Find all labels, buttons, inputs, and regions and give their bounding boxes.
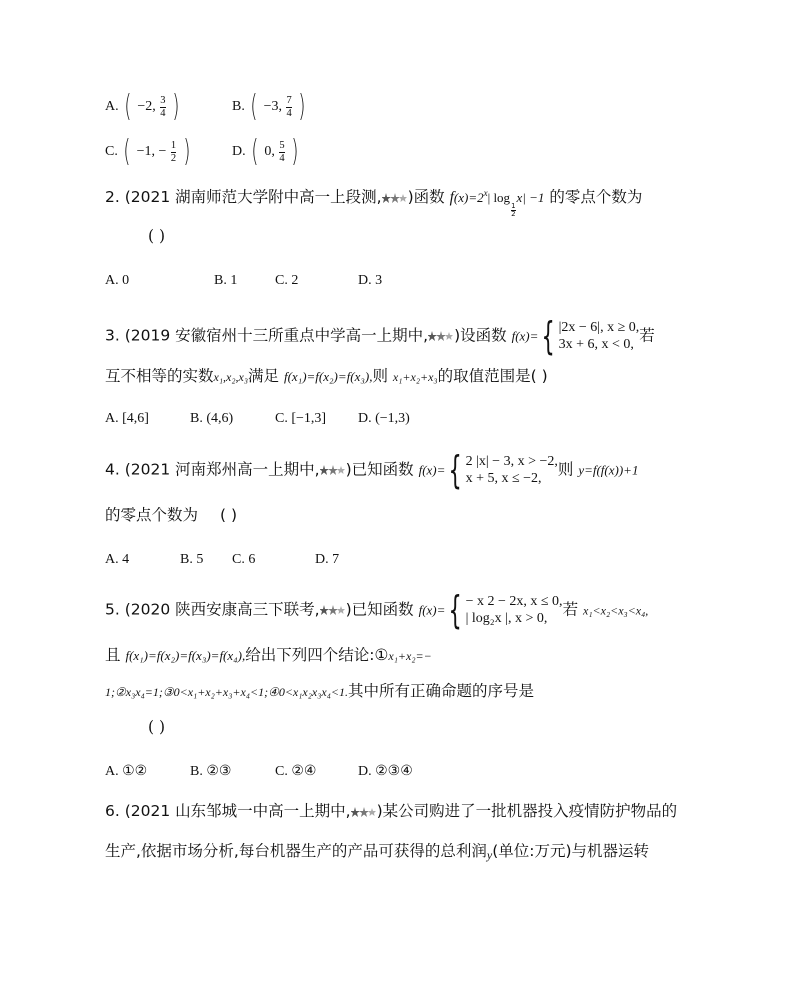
q5-option-c: C. ②④ bbox=[275, 764, 317, 779]
left-paren: ( bbox=[123, 134, 131, 169]
cases-brace: { bbox=[448, 448, 463, 492]
option-value: −2, bbox=[137, 99, 156, 114]
fraction: $\frac{3}{4}$ bbox=[160, 95, 166, 119]
option-d-prev bbox=[232, 134, 301, 169]
q4-option-b: B. 5 bbox=[180, 552, 204, 567]
difficulty-stars-icon bbox=[351, 806, 377, 818]
piecewise-cases: − x 2 − 2x, x ≤ 0, | log₂x |, x > 0, bbox=[465, 594, 563, 626]
option-value: −3, bbox=[263, 99, 282, 114]
option-value: −1, − bbox=[136, 144, 167, 159]
question-6-stem: 6. (2021 山东邹城一中高一上期中, )某公司购进了一批机器投入疫情防护物品的 bbox=[105, 802, 678, 820]
q5-option-a: A. ①② bbox=[105, 764, 148, 779]
difficulty-stars-icon bbox=[382, 192, 408, 204]
question-5-line-2: 且 f(x₁)=f(x₂)=f(x₃)=f(x₄),给出下列四个结论:①x₁+x₂=− bbox=[105, 646, 432, 664]
right-paren: ) bbox=[298, 89, 306, 124]
q2-option-d: D. 3 bbox=[358, 273, 383, 288]
option-c-prev bbox=[105, 134, 192, 169]
option-label: C. bbox=[105, 144, 118, 159]
question-2-stem: 2. (2021 湖南师范大学附中高一上段测, )函数 $f(x)=2^x|$ log $\frac{1}{2}$ x| −1 的零点个数为 bbox=[105, 188, 643, 219]
question-4-stem: 4. (2021 河南郑州高一上期中, )已知函数 f(x)={ 2 |x| − 3, x > −2, x + 5, x ≤ −2, 则 y=f(f(x))+1 bbox=[105, 448, 639, 492]
fraction: $\frac{5}{4}$ bbox=[279, 140, 285, 164]
right-paren: ) bbox=[172, 89, 180, 124]
q4-option-c: C. 6 bbox=[232, 552, 256, 567]
cases-brace: { bbox=[541, 314, 556, 358]
q2-option-a: A. 0 bbox=[105, 273, 130, 288]
q5-option-b: B. ②③ bbox=[190, 764, 232, 779]
q2-option-c: C. 2 bbox=[275, 273, 299, 288]
question-4-line-2: 的零点个数为 ( ) bbox=[105, 506, 238, 524]
option-b-prev bbox=[232, 89, 308, 124]
q3-option-b: B. (4,6) bbox=[190, 411, 234, 426]
piecewise-cases: |2x − 6|, x ≥ 0, 3x + 6, x < 0, bbox=[558, 320, 640, 352]
q5-option-d: D. ②③④ bbox=[358, 764, 413, 779]
left-paren: ( bbox=[251, 134, 259, 169]
q3-option-d: D. (−1,3) bbox=[358, 411, 410, 426]
q4-option-a: A. 4 bbox=[105, 552, 130, 567]
option-label: B. bbox=[232, 99, 245, 114]
q2-option-b: B. 1 bbox=[214, 273, 238, 288]
fraction: $\frac{1}{2}$ bbox=[170, 140, 177, 164]
q4-option-d: D. 7 bbox=[315, 552, 340, 567]
option-label: D. bbox=[232, 144, 246, 159]
answer-blank: ( ) bbox=[148, 227, 166, 245]
option-label: A. bbox=[105, 99, 119, 114]
answer-blank: ( ) bbox=[148, 718, 166, 736]
right-paren: ) bbox=[182, 134, 190, 169]
difficulty-stars-icon bbox=[320, 464, 346, 476]
difficulty-stars-icon bbox=[428, 330, 454, 342]
piecewise-cases: 2 |x| − 3, x > −2, x + 5, x ≤ −2, bbox=[465, 454, 558, 486]
difficulty-stars-icon bbox=[320, 604, 346, 616]
option-a-prev bbox=[105, 89, 182, 124]
q3-option-a: A. [4,6] bbox=[105, 411, 149, 426]
option-value: 0, bbox=[264, 144, 275, 159]
q3-option-c: C. [−1,3] bbox=[275, 411, 327, 426]
left-paren: ( bbox=[124, 89, 132, 124]
fraction: $\frac{7}{4}$ bbox=[286, 95, 292, 119]
right-paren: ) bbox=[291, 134, 299, 169]
question-3-stem: 3. (2019 安徽宿州十三所重点中学高一上期中, )设函数 f(x)={ |2x − 6|, x ≥ 0, 3x + 6, x < 0, 若 bbox=[105, 314, 655, 358]
cases-brace: { bbox=[448, 588, 463, 632]
question-6-line-2: 生产,依据市场分析,每台机器生产的产品可获得的总利润y(单位:万元)与机器运转 bbox=[105, 842, 650, 862]
answer-blank: ( ) bbox=[220, 506, 238, 524]
question-5-line-3: 1;②x₃x₄=1;③0<x₁+x₂+x₃+x₄<1;④0<x₁x₂x₃x₄<1.其中所有正确命题的序号是 bbox=[105, 682, 535, 700]
log-base-fraction: $\frac{1}{2}$ bbox=[511, 202, 516, 219]
question-5-stem: 5. (2020 陕西安康高三下联考, )已知函数 f(x)={ − x 2 − 2x, x ≤ 0, | log₂x |, x > 0, 若 x₁<x₂<x₃<x₄, bbox=[105, 588, 649, 632]
question-3-line-2: 互不相等的实数x₁,x₂,x₃满足 f(x₁)=f(x₂)=f(x₃),则 x₁+x₂+x₃的取值范围是( ) bbox=[105, 367, 548, 385]
left-paren: ( bbox=[250, 89, 258, 124]
